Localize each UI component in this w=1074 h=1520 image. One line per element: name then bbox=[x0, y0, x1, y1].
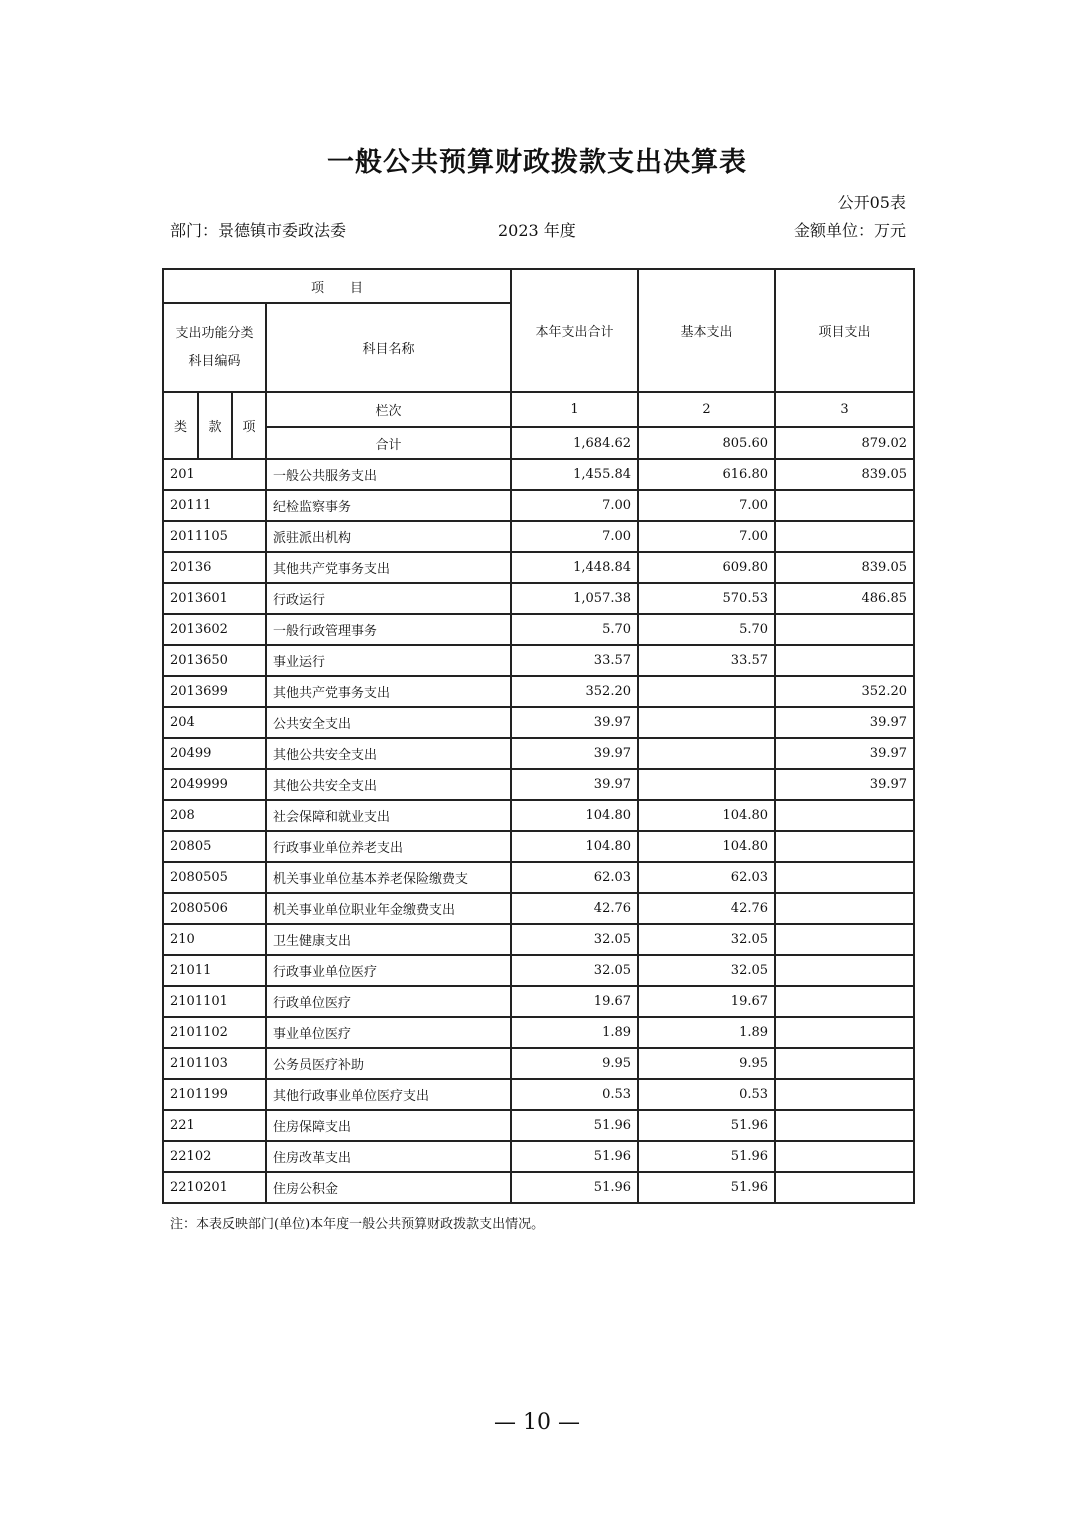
row-basic: 32.05 bbox=[638, 924, 775, 955]
row-name: 公共安全支出 bbox=[266, 707, 511, 738]
row-project bbox=[775, 1017, 914, 1048]
row-total: 62.03 bbox=[511, 862, 638, 893]
table-note: 注：本表反映部门(单位)本年度一般公共预算财政拨款支出情况。 bbox=[170, 1217, 545, 1232]
row-project bbox=[775, 924, 914, 955]
row-code: 20499 bbox=[163, 738, 266, 769]
header-col2: 基本支出 bbox=[638, 269, 775, 392]
row-name: 住房公积金 bbox=[266, 1172, 511, 1203]
row-basic: 42.76 bbox=[638, 893, 775, 924]
row-basic: 9.95 bbox=[638, 1048, 775, 1079]
row-name: 派驻派出机构 bbox=[266, 521, 511, 552]
row-total: 51.96 bbox=[511, 1110, 638, 1141]
table-row bbox=[163, 614, 914, 645]
row-basic: 609.80 bbox=[638, 552, 775, 583]
row-total: 39.97 bbox=[511, 769, 638, 800]
table-row bbox=[163, 583, 914, 614]
header-col1: 本年支出合计 bbox=[511, 269, 638, 392]
row-total: 0.53 bbox=[511, 1079, 638, 1110]
header-xiang: 项 bbox=[232, 392, 266, 459]
row-code: 2080505 bbox=[163, 862, 266, 893]
row-basic: 51.96 bbox=[638, 1172, 775, 1203]
row-basic: 62.03 bbox=[638, 862, 775, 893]
row-name: 行政运行 bbox=[266, 583, 511, 614]
row-name: 其他行政事业单位医疗支出 bbox=[266, 1079, 511, 1110]
unit: 金额单位：万元 bbox=[793, 221, 906, 240]
table-row bbox=[163, 1141, 914, 1172]
row-name: 行政单位医疗 bbox=[266, 986, 511, 1017]
row-name: 社会保障和就业支出 bbox=[266, 800, 511, 831]
row-total: 33.57 bbox=[511, 645, 638, 676]
row-basic bbox=[638, 769, 775, 800]
header-code bbox=[163, 303, 266, 392]
row-code: 20805 bbox=[163, 831, 266, 862]
row-basic: 616.80 bbox=[638, 459, 775, 490]
row-project bbox=[775, 1079, 914, 1110]
table-number: 公开05表 bbox=[837, 193, 906, 212]
column-number-2: 2 bbox=[638, 392, 775, 427]
row-code: 2210201 bbox=[163, 1172, 266, 1203]
row-code: 2013650 bbox=[163, 645, 266, 676]
table-row bbox=[163, 1172, 914, 1203]
row-total: 9.95 bbox=[511, 1048, 638, 1079]
row-project: 486.85 bbox=[775, 583, 914, 614]
row-name: 卫生健康支出 bbox=[266, 924, 511, 955]
header-code-line1: 支出功能分类 bbox=[175, 325, 254, 341]
row-project bbox=[775, 1172, 914, 1203]
row-project bbox=[775, 1048, 914, 1079]
fiscal-year: 2023 年度 bbox=[498, 221, 576, 240]
table-row bbox=[163, 490, 914, 521]
row-total: 1,455.84 bbox=[511, 459, 638, 490]
row-name: 其他公共安全支出 bbox=[266, 738, 511, 769]
header-lanci: 栏次 bbox=[266, 392, 511, 427]
row-project bbox=[775, 893, 914, 924]
table-row bbox=[163, 986, 914, 1017]
row-basic bbox=[638, 676, 775, 707]
row-basic: 1.89 bbox=[638, 1017, 775, 1048]
row-code: 2101102 bbox=[163, 1017, 266, 1048]
table-row bbox=[163, 1110, 914, 1141]
row-name: 住房保障支出 bbox=[266, 1110, 511, 1141]
table-row bbox=[163, 1048, 914, 1079]
total-col2: 805.60 bbox=[638, 427, 775, 459]
row-total: 32.05 bbox=[511, 924, 638, 955]
row-name: 其他公共安全支出 bbox=[266, 769, 511, 800]
row-project bbox=[775, 1110, 914, 1141]
row-project bbox=[775, 862, 914, 893]
row-project: 839.05 bbox=[775, 459, 914, 490]
row-code: 2049999 bbox=[163, 769, 266, 800]
row-project bbox=[775, 645, 914, 676]
column-number-3: 3 bbox=[775, 392, 914, 427]
row-project bbox=[775, 521, 914, 552]
row-total: 39.97 bbox=[511, 738, 638, 769]
table-row bbox=[163, 769, 914, 800]
row-code: 2101103 bbox=[163, 1048, 266, 1079]
row-project: 39.97 bbox=[775, 707, 914, 738]
row-basic: 5.70 bbox=[638, 614, 775, 645]
page-number: — 10 — bbox=[494, 1410, 580, 1435]
row-basic: 51.96 bbox=[638, 1110, 775, 1141]
row-basic: 7.00 bbox=[638, 490, 775, 521]
row-basic: 0.53 bbox=[638, 1079, 775, 1110]
row-basic: 104.80 bbox=[638, 831, 775, 862]
row-code: 221 bbox=[163, 1110, 266, 1141]
row-total: 352.20 bbox=[511, 676, 638, 707]
row-total: 51.96 bbox=[511, 1141, 638, 1172]
row-code: 2013699 bbox=[163, 676, 266, 707]
table-row bbox=[163, 738, 914, 769]
row-name: 行政事业单位医疗 bbox=[266, 955, 511, 986]
row-total: 104.80 bbox=[511, 800, 638, 831]
row-total: 19.67 bbox=[511, 986, 638, 1017]
row-code: 210 bbox=[163, 924, 266, 955]
department: 部门：景德镇市委政法委 bbox=[170, 221, 347, 240]
row-name: 一般公共服务支出 bbox=[266, 459, 511, 490]
row-name: 机关事业单位职业年金缴费支出 bbox=[266, 893, 511, 924]
row-total: 1,057.38 bbox=[511, 583, 638, 614]
row-project bbox=[775, 831, 914, 862]
header-item: 项 目 bbox=[163, 269, 511, 303]
row-name: 其他共产党事务支出 bbox=[266, 676, 511, 707]
row-project bbox=[775, 986, 914, 1017]
row-basic: 19.67 bbox=[638, 986, 775, 1017]
row-name: 一般行政管理事务 bbox=[266, 614, 511, 645]
row-code: 208 bbox=[163, 800, 266, 831]
row-name: 事业运行 bbox=[266, 645, 511, 676]
header-kuan: 款 bbox=[198, 392, 232, 459]
row-name: 公务员医疗补助 bbox=[266, 1048, 511, 1079]
row-project bbox=[775, 1141, 914, 1172]
table-row bbox=[163, 862, 914, 893]
row-name: 其他共产党事务支出 bbox=[266, 552, 511, 583]
column-number-1: 1 bbox=[511, 392, 638, 427]
row-project bbox=[775, 800, 914, 831]
row-basic bbox=[638, 707, 775, 738]
row-total: 1.89 bbox=[511, 1017, 638, 1048]
row-code: 2013601 bbox=[163, 583, 266, 614]
row-code: 2080506 bbox=[163, 893, 266, 924]
row-code: 2013602 bbox=[163, 614, 266, 645]
table-row bbox=[163, 924, 914, 955]
table-row bbox=[163, 645, 914, 676]
row-name: 纪检监察事务 bbox=[266, 490, 511, 521]
row-project bbox=[775, 490, 914, 521]
row-total: 32.05 bbox=[511, 955, 638, 986]
row-code: 204 bbox=[163, 707, 266, 738]
row-name: 行政事业单位养老支出 bbox=[266, 831, 511, 862]
table-row bbox=[163, 893, 914, 924]
row-code: 21011 bbox=[163, 955, 266, 986]
table-row bbox=[163, 1079, 914, 1110]
table-row bbox=[163, 521, 914, 552]
row-total: 51.96 bbox=[511, 1172, 638, 1203]
header-lei: 类 bbox=[163, 392, 198, 459]
row-total: 1,448.84 bbox=[511, 552, 638, 583]
total-col1: 1,684.62 bbox=[511, 427, 638, 459]
table-row bbox=[163, 552, 914, 583]
row-code: 2101199 bbox=[163, 1079, 266, 1110]
row-name: 事业单位医疗 bbox=[266, 1017, 511, 1048]
table-row bbox=[163, 459, 914, 490]
header-name: 科目名称 bbox=[266, 303, 511, 392]
row-code: 2101101 bbox=[163, 986, 266, 1017]
total-col3: 879.02 bbox=[775, 427, 914, 459]
row-total: 104.80 bbox=[511, 831, 638, 862]
row-basic: 51.96 bbox=[638, 1141, 775, 1172]
row-basic: 570.53 bbox=[638, 583, 775, 614]
header-code-line2: 科目编码 bbox=[188, 353, 241, 369]
row-total: 5.70 bbox=[511, 614, 638, 645]
row-code: 2011105 bbox=[163, 521, 266, 552]
row-code: 22102 bbox=[163, 1141, 266, 1172]
row-project bbox=[775, 955, 914, 986]
row-project: 839.05 bbox=[775, 552, 914, 583]
table-row bbox=[163, 955, 914, 986]
table-row bbox=[163, 676, 914, 707]
total-label: 合计 bbox=[266, 427, 511, 459]
row-project: 39.97 bbox=[775, 738, 914, 769]
row-name: 住房改革支出 bbox=[266, 1141, 511, 1172]
row-code: 20111 bbox=[163, 490, 266, 521]
row-project: 39.97 bbox=[775, 769, 914, 800]
header-col3: 项目支出 bbox=[775, 269, 914, 392]
row-total: 7.00 bbox=[511, 490, 638, 521]
expenditure-table bbox=[162, 268, 915, 1204]
table-row bbox=[163, 831, 914, 862]
table-row bbox=[163, 1017, 914, 1048]
row-project bbox=[775, 614, 914, 645]
table-row bbox=[163, 800, 914, 831]
row-name: 机关事业单位基本养老保险缴费支 bbox=[266, 862, 511, 893]
row-total: 7.00 bbox=[511, 521, 638, 552]
row-total: 42.76 bbox=[511, 893, 638, 924]
row-code: 20136 bbox=[163, 552, 266, 583]
row-basic: 7.00 bbox=[638, 521, 775, 552]
row-total: 39.97 bbox=[511, 707, 638, 738]
row-project: 352.20 bbox=[775, 676, 914, 707]
row-code: 201 bbox=[163, 459, 266, 490]
row-basic: 33.57 bbox=[638, 645, 775, 676]
row-basic: 32.05 bbox=[638, 955, 775, 986]
row-basic: 104.80 bbox=[638, 800, 775, 831]
document-title: 一般公共预算财政拨款支出决算表 bbox=[327, 147, 747, 178]
row-basic bbox=[638, 738, 775, 769]
table-row bbox=[163, 707, 914, 738]
